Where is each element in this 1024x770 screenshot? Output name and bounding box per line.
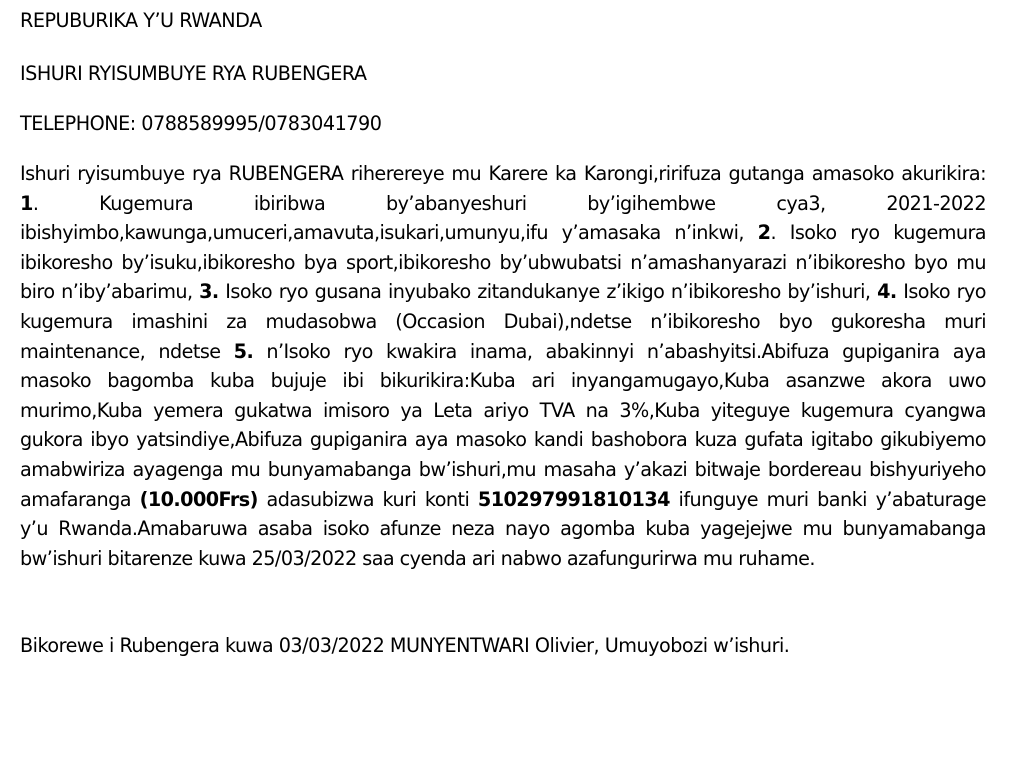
country-heading: REPUBURIKA Y’U RWANDA xyxy=(20,9,262,32)
closing-text: ifunguye muri banki y’abaturage y’u Rwanda.Amabaruwa asaba isoko afunze neza nayo agomba kuba yagejejwe mu bunyamabanga bw’ishuri bitarenze kuwa 25/03/2022 saa cyenda ari nabwo azafungurirwa mu ruhame. xyxy=(20,487,986,570)
item-text-4: Isoko ryo kugemura imashini za mudasobwa (Occasion Dubai),ndetse n’ibikoresho byo gukoresha muri maintenance, ndetse xyxy=(20,280,986,363)
item-text-1: . Kugemura ibiribwa by’abanyeshuri by’igihembwe cya3, 2021-2022 ibishyimbo,kawunga,umuceri,amavuta,isukari,umunyu,ifu y’amasaka n’inkwi, xyxy=(20,191,986,245)
item-number-4: 4. xyxy=(877,280,897,304)
fee-amount: (10.000Frs) xyxy=(139,487,258,511)
signature-line: Bikorewe i Rubengera kuwa 03/03/2022 MUNYENTWARI Olivier, Umuyobozi w’ishuri. xyxy=(20,634,790,657)
body-intro: Ishuri ryisumbuye rya RUBENGERA riherereye mu Karere ka Karongi,ririfuza gutanga amasoko akurikira: xyxy=(20,162,986,185)
item-number-2: 2 xyxy=(757,221,771,245)
item-text-2: . Isoko ryo kugemura ibikoresho by’isuku,ibikoresho bya sport,ibikoresho by’ubwubatsi n’amashanyarazi n’ibikoresho byo mu biro n’iby’abarimu, xyxy=(20,221,986,304)
item-number-5: 5. xyxy=(233,339,254,363)
tender-body-paragraph xyxy=(20,159,986,573)
item-number-1: 1 xyxy=(20,191,33,215)
item-text-3: Isoko ryo gusana inyubako zitandukanye z’ikigo n’ibikoresho by’ishuri, xyxy=(218,280,878,304)
fee-text: adasubizwa kuri konti xyxy=(257,487,478,511)
telephone-line: TELEPHONE: 0788589995/0783041790 xyxy=(20,112,382,135)
bank-account-number: 510297991810134 xyxy=(477,487,670,511)
item-text-5: n’Isoko ryo kwakira inama, abakinnyi n’abashyitsi.Abifuza gupiganira aya masoko bagomba kuba bujuje ibi bikurikira:Kuba ari inyangamugayo,Kuba asanzwe akora uwo murimo,Kuba yemera gukatwa imisoro ya Leta ariyo TVA na 3%,Kuba yiteguye kugemura cyangwa gukora ibyo yatsindiye,Abifuza gupiganira aya masoko kandi bashobora kuza gufata igitabo gikubiyemo amabwiriza ayagenga mu bunyamabanga bw’ishuri,mu masaha y’akazi bitwaje bordereau bishyuriyeho amafaranga xyxy=(20,339,986,511)
school-name-heading: ISHURI RYISUMBUYE RYA RUBENGERA xyxy=(20,62,367,85)
item-number-3: 3. xyxy=(199,280,219,304)
